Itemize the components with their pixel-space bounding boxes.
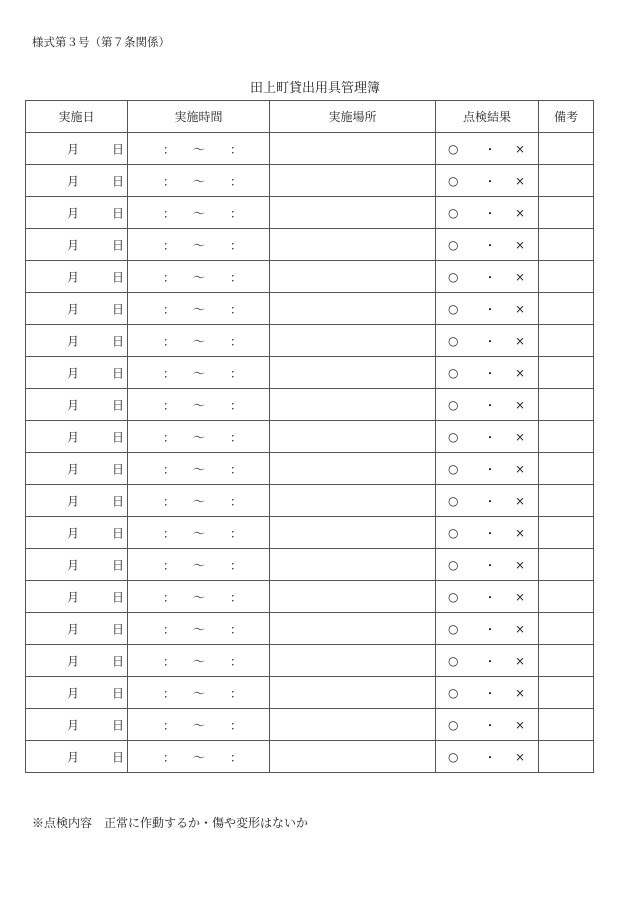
month-label: 月 xyxy=(67,750,80,764)
time-cell[interactable] xyxy=(128,549,270,581)
note-cell[interactable] xyxy=(539,741,594,773)
result-separator: ・ xyxy=(484,526,497,540)
time-cell[interactable] xyxy=(128,197,270,229)
end-time-colon: ： xyxy=(230,334,243,348)
time-cell[interactable] xyxy=(128,421,270,453)
month-label: 月 xyxy=(67,398,80,412)
result-separator: ・ xyxy=(484,622,497,636)
result-separator: ・ xyxy=(484,270,497,284)
table-row xyxy=(26,197,594,229)
time-cell[interactable] xyxy=(128,709,270,741)
month-label: 月 xyxy=(67,718,80,732)
note-cell[interactable] xyxy=(539,357,594,389)
place-cell[interactable] xyxy=(270,581,436,613)
time-range-tilde: 〜 xyxy=(193,590,206,604)
table-row xyxy=(26,357,594,389)
end-time-colon: ： xyxy=(230,462,243,476)
day-label: 日 xyxy=(112,462,125,476)
result-ok-mark[interactable]: ○ xyxy=(448,685,459,700)
result-ok-mark[interactable]: ○ xyxy=(448,653,459,668)
date-cell[interactable] xyxy=(26,485,128,517)
table-row xyxy=(26,165,594,197)
date-cell[interactable] xyxy=(26,741,128,773)
result-cell[interactable] xyxy=(436,709,539,741)
date-cell[interactable] xyxy=(26,549,128,581)
result-cell[interactable] xyxy=(436,421,539,453)
result-cell[interactable] xyxy=(436,613,539,645)
day-label: 日 xyxy=(112,590,125,604)
start-time-colon: ： xyxy=(163,366,176,380)
note-cell[interactable] xyxy=(539,197,594,229)
result-cell[interactable] xyxy=(436,581,539,613)
month-label: 月 xyxy=(67,238,80,252)
day-label: 日 xyxy=(112,206,125,220)
end-time-colon: ： xyxy=(230,558,243,572)
result-separator: ・ xyxy=(484,334,497,348)
result-ok-mark[interactable]: ○ xyxy=(448,397,459,412)
result-separator: ・ xyxy=(484,718,497,732)
result-cell[interactable] xyxy=(436,741,539,773)
end-time-colon: ： xyxy=(230,302,243,316)
note-cell[interactable] xyxy=(539,613,594,645)
result-ok-mark[interactable]: ○ xyxy=(448,333,459,348)
result-cell[interactable] xyxy=(436,549,539,581)
result-separator: ・ xyxy=(484,654,497,668)
month-label: 月 xyxy=(67,302,80,316)
date-cell[interactable] xyxy=(26,229,128,261)
time-cell[interactable] xyxy=(128,581,270,613)
table-row xyxy=(26,133,594,165)
result-ok-mark[interactable]: ○ xyxy=(448,269,459,284)
result-cell[interactable] xyxy=(436,133,539,165)
table-row xyxy=(26,517,594,549)
result-separator: ・ xyxy=(484,206,497,220)
result-cell[interactable] xyxy=(436,389,539,421)
table-body xyxy=(26,133,594,773)
result-ng-mark[interactable]: × xyxy=(515,173,526,188)
day-label: 日 xyxy=(112,494,125,508)
result-separator: ・ xyxy=(484,430,497,444)
time-cell[interactable] xyxy=(128,165,270,197)
result-cell[interactable] xyxy=(436,293,539,325)
result-cell[interactable] xyxy=(436,165,539,197)
table-row xyxy=(26,581,594,613)
note-cell[interactable] xyxy=(539,549,594,581)
time-cell[interactable] xyxy=(128,613,270,645)
time-cell[interactable] xyxy=(128,517,270,549)
result-cell[interactable] xyxy=(436,261,539,293)
start-time-colon: ： xyxy=(163,174,176,188)
time-range-tilde: 〜 xyxy=(193,654,206,668)
result-separator: ・ xyxy=(484,750,497,764)
start-time-colon: ： xyxy=(163,142,176,156)
result-ng-mark[interactable]: × xyxy=(515,525,526,540)
time-cell[interactable] xyxy=(128,677,270,709)
result-ok-mark[interactable]: ○ xyxy=(448,621,459,636)
time-range-tilde: 〜 xyxy=(193,494,206,508)
month-label: 月 xyxy=(67,270,80,284)
result-ok-mark[interactable]: ○ xyxy=(448,749,459,764)
time-range-tilde: 〜 xyxy=(193,302,206,316)
result-ok-mark[interactable]: ○ xyxy=(448,301,459,316)
result-ng-mark[interactable]: × xyxy=(515,333,526,348)
note-cell[interactable] xyxy=(539,325,594,357)
date-cell[interactable] xyxy=(26,453,128,485)
day-label: 日 xyxy=(112,686,125,700)
time-cell[interactable] xyxy=(128,261,270,293)
document-title: 田上町貸出用具管理簿 xyxy=(249,81,380,96)
time-range-tilde: 〜 xyxy=(193,750,206,764)
result-cell[interactable] xyxy=(436,517,539,549)
result-ok-mark[interactable]: ○ xyxy=(448,429,459,444)
result-separator: ・ xyxy=(484,558,497,572)
month-label: 月 xyxy=(67,334,80,348)
result-separator: ・ xyxy=(484,302,497,316)
day-label: 日 xyxy=(112,430,125,444)
time-range-tilde: 〜 xyxy=(193,206,206,220)
place-cell[interactable] xyxy=(270,325,436,357)
end-time-colon: ： xyxy=(230,430,243,444)
time-range-tilde: 〜 xyxy=(193,430,206,444)
day-label: 日 xyxy=(112,302,125,316)
day-label: 日 xyxy=(112,750,125,764)
place-cell[interactable] xyxy=(270,421,436,453)
date-cell[interactable] xyxy=(26,197,128,229)
result-ng-mark[interactable]: × xyxy=(515,685,526,700)
time-cell[interactable] xyxy=(128,453,270,485)
end-time-colon: ： xyxy=(230,526,243,540)
time-cell[interactable] xyxy=(128,485,270,517)
start-time-colon: ： xyxy=(163,302,176,316)
start-time-colon: ： xyxy=(163,494,176,508)
table-row xyxy=(26,709,594,741)
date-cell[interactable] xyxy=(26,421,128,453)
table-row xyxy=(26,549,594,581)
table-row xyxy=(26,261,594,293)
header-result: 点検結果 xyxy=(436,101,539,133)
start-time-colon: ： xyxy=(163,558,176,572)
result-separator: ・ xyxy=(484,590,497,604)
place-cell[interactable] xyxy=(270,485,436,517)
table-row xyxy=(26,389,594,421)
time-range-tilde: 〜 xyxy=(193,142,206,156)
start-time-colon: ： xyxy=(163,334,176,348)
note-cell[interactable] xyxy=(539,517,594,549)
date-cell[interactable] xyxy=(26,389,128,421)
date-cell[interactable] xyxy=(26,517,128,549)
place-cell[interactable] xyxy=(270,677,436,709)
time-range-tilde: 〜 xyxy=(193,526,206,540)
time-cell[interactable] xyxy=(128,229,270,261)
start-time-colon: ： xyxy=(163,590,176,604)
result-ok-mark[interactable]: ○ xyxy=(448,205,459,220)
place-cell[interactable] xyxy=(270,613,436,645)
place-cell[interactable] xyxy=(270,389,436,421)
place-cell[interactable] xyxy=(270,133,436,165)
time-range-tilde: 〜 xyxy=(193,238,206,252)
result-ng-mark[interactable]: × xyxy=(515,621,526,636)
table-row xyxy=(26,485,594,517)
date-cell[interactable] xyxy=(26,677,128,709)
result-ng-mark[interactable]: × xyxy=(515,301,526,316)
date-cell[interactable] xyxy=(26,133,128,165)
place-cell[interactable] xyxy=(270,165,436,197)
month-label: 月 xyxy=(67,430,80,444)
time-range-tilde: 〜 xyxy=(193,718,206,732)
result-cell[interactable] xyxy=(436,229,539,261)
result-cell[interactable] xyxy=(436,197,539,229)
table-row xyxy=(26,677,594,709)
end-time-colon: ： xyxy=(230,174,243,188)
note-cell[interactable] xyxy=(539,485,594,517)
end-time-colon: ： xyxy=(230,238,243,252)
footnote: ※点検内容 正常に作動するか・傷や変形はないか xyxy=(32,816,309,830)
start-time-colon: ： xyxy=(163,238,176,252)
time-range-tilde: 〜 xyxy=(193,686,206,700)
place-cell[interactable] xyxy=(270,197,436,229)
time-range-tilde: 〜 xyxy=(193,270,206,284)
place-cell[interactable] xyxy=(270,261,436,293)
date-cell[interactable] xyxy=(26,581,128,613)
header-date: 実施日 xyxy=(26,101,128,133)
result-ok-mark[interactable]: ○ xyxy=(448,365,459,380)
result-ng-mark[interactable]: × xyxy=(515,653,526,668)
header-place: 実施場所 xyxy=(270,101,436,133)
date-cell[interactable] xyxy=(26,165,128,197)
end-time-colon: ： xyxy=(230,622,243,636)
result-ok-mark[interactable]: ○ xyxy=(448,589,459,604)
end-time-colon: ： xyxy=(230,494,243,508)
note-cell[interactable] xyxy=(539,581,594,613)
place-cell[interactable] xyxy=(270,357,436,389)
month-label: 月 xyxy=(67,526,80,540)
result-ok-mark[interactable]: ○ xyxy=(448,525,459,540)
note-cell[interactable] xyxy=(539,229,594,261)
management-log-table xyxy=(25,100,594,773)
result-cell[interactable] xyxy=(436,325,539,357)
result-ng-mark[interactable]: × xyxy=(515,749,526,764)
time-range-tilde: 〜 xyxy=(193,462,206,476)
result-cell[interactable] xyxy=(436,357,539,389)
start-time-colon: ： xyxy=(163,206,176,220)
start-time-colon: ： xyxy=(163,270,176,284)
month-label: 月 xyxy=(67,622,80,636)
day-label: 日 xyxy=(112,334,125,348)
table-row xyxy=(26,421,594,453)
note-cell[interactable] xyxy=(539,677,594,709)
result-ng-mark[interactable]: × xyxy=(515,557,526,572)
month-label: 月 xyxy=(67,366,80,380)
result-cell[interactable] xyxy=(436,485,539,517)
result-cell[interactable] xyxy=(436,645,539,677)
end-time-colon: ： xyxy=(230,686,243,700)
place-cell[interactable] xyxy=(270,453,436,485)
result-ok-mark[interactable]: ○ xyxy=(448,493,459,508)
day-label: 日 xyxy=(112,366,125,380)
result-ng-mark[interactable]: × xyxy=(515,269,526,284)
result-ng-mark[interactable]: × xyxy=(515,461,526,476)
header-note: 備考 xyxy=(539,101,594,133)
start-time-colon: ： xyxy=(163,718,176,732)
time-cell[interactable] xyxy=(128,389,270,421)
end-time-colon: ： xyxy=(230,142,243,156)
place-cell[interactable] xyxy=(270,741,436,773)
end-time-colon: ： xyxy=(230,718,243,732)
note-cell[interactable] xyxy=(539,389,594,421)
day-label: 日 xyxy=(112,622,125,636)
table-row xyxy=(26,325,594,357)
result-ok-mark[interactable]: ○ xyxy=(448,461,459,476)
time-cell[interactable] xyxy=(128,357,270,389)
place-cell[interactable] xyxy=(270,709,436,741)
note-cell[interactable] xyxy=(539,133,594,165)
day-label: 日 xyxy=(112,174,125,188)
result-separator: ・ xyxy=(484,174,497,188)
day-label: 日 xyxy=(112,558,125,572)
result-ok-mark[interactable]: ○ xyxy=(448,173,459,188)
day-label: 日 xyxy=(112,270,125,284)
end-time-colon: ： xyxy=(230,270,243,284)
table-row xyxy=(26,453,594,485)
result-ng-mark[interactable]: × xyxy=(515,141,526,156)
place-cell[interactable] xyxy=(270,645,436,677)
result-separator: ・ xyxy=(484,366,497,380)
time-range-tilde: 〜 xyxy=(193,366,206,380)
start-time-colon: ： xyxy=(163,398,176,412)
result-ng-mark[interactable]: × xyxy=(515,717,526,732)
place-cell[interactable] xyxy=(270,293,436,325)
month-label: 月 xyxy=(67,558,80,572)
place-cell[interactable] xyxy=(270,549,436,581)
note-cell[interactable] xyxy=(539,293,594,325)
time-cell[interactable] xyxy=(128,293,270,325)
result-separator: ・ xyxy=(484,142,497,156)
place-cell[interactable] xyxy=(270,229,436,261)
month-label: 月 xyxy=(67,142,80,156)
result-ok-mark[interactable]: ○ xyxy=(448,717,459,732)
start-time-colon: ： xyxy=(163,686,176,700)
result-ng-mark[interactable]: × xyxy=(515,589,526,604)
month-label: 月 xyxy=(67,654,80,668)
day-label: 日 xyxy=(112,718,125,732)
result-ok-mark[interactable]: ○ xyxy=(448,141,459,156)
day-label: 日 xyxy=(112,526,125,540)
table-row xyxy=(26,645,594,677)
month-label: 月 xyxy=(67,686,80,700)
form-number: 様式第３号（第７条関係） xyxy=(32,35,170,49)
date-cell[interactable] xyxy=(26,613,128,645)
result-ng-mark[interactable]: × xyxy=(515,365,526,380)
date-cell[interactable] xyxy=(26,261,128,293)
result-ng-mark[interactable]: × xyxy=(515,397,526,412)
note-cell[interactable] xyxy=(539,645,594,677)
note-cell[interactable] xyxy=(539,421,594,453)
day-label: 日 xyxy=(112,398,125,412)
table-row xyxy=(26,741,594,773)
month-label: 月 xyxy=(67,494,80,508)
time-cell[interactable] xyxy=(128,645,270,677)
table-header-row xyxy=(26,101,594,133)
start-time-colon: ： xyxy=(163,430,176,444)
note-cell[interactable] xyxy=(539,261,594,293)
time-range-tilde: 〜 xyxy=(193,174,206,188)
date-cell[interactable] xyxy=(26,645,128,677)
month-label: 月 xyxy=(67,206,80,220)
end-time-colon: ： xyxy=(230,654,243,668)
result-separator: ・ xyxy=(484,494,497,508)
end-time-colon: ： xyxy=(230,398,243,412)
result-separator: ・ xyxy=(484,238,497,252)
place-cell[interactable] xyxy=(270,517,436,549)
day-label: 日 xyxy=(112,142,125,156)
result-separator: ・ xyxy=(484,462,497,476)
date-cell[interactable] xyxy=(26,357,128,389)
table-row xyxy=(26,229,594,261)
time-range-tilde: 〜 xyxy=(193,398,206,412)
time-range-tilde: 〜 xyxy=(193,622,206,636)
result-ng-mark[interactable]: × xyxy=(515,493,526,508)
start-time-colon: ： xyxy=(163,526,176,540)
time-cell[interactable] xyxy=(128,741,270,773)
time-cell[interactable] xyxy=(128,325,270,357)
end-time-colon: ： xyxy=(230,750,243,764)
result-cell[interactable] xyxy=(436,453,539,485)
start-time-colon: ： xyxy=(163,654,176,668)
end-time-colon: ： xyxy=(230,590,243,604)
day-label: 日 xyxy=(112,654,125,668)
note-cell[interactable] xyxy=(539,165,594,197)
result-separator: ・ xyxy=(484,686,497,700)
start-time-colon: ： xyxy=(163,622,176,636)
month-label: 月 xyxy=(67,462,80,476)
result-separator: ・ xyxy=(484,398,497,412)
start-time-colon: ： xyxy=(163,462,176,476)
date-cell[interactable] xyxy=(26,709,128,741)
time-range-tilde: 〜 xyxy=(193,558,206,572)
table-row xyxy=(26,613,594,645)
header-time: 実施時間 xyxy=(128,101,270,133)
note-cell[interactable] xyxy=(539,709,594,741)
day-label: 日 xyxy=(112,238,125,252)
start-time-colon: ： xyxy=(163,750,176,764)
date-cell[interactable] xyxy=(26,325,128,357)
month-label: 月 xyxy=(67,174,80,188)
note-cell[interactable] xyxy=(539,453,594,485)
end-time-colon: ： xyxy=(230,206,243,220)
end-time-colon: ： xyxy=(230,366,243,380)
result-ng-mark[interactable]: × xyxy=(515,429,526,444)
result-ok-mark[interactable]: ○ xyxy=(448,237,459,252)
result-ok-mark[interactable]: ○ xyxy=(448,557,459,572)
table-row xyxy=(26,293,594,325)
month-label: 月 xyxy=(67,590,80,604)
time-cell[interactable] xyxy=(128,133,270,165)
time-range-tilde: 〜 xyxy=(193,334,206,348)
result-ng-mark[interactable]: × xyxy=(515,205,526,220)
result-ng-mark[interactable]: × xyxy=(515,237,526,252)
result-cell[interactable] xyxy=(436,677,539,709)
date-cell[interactable] xyxy=(26,293,128,325)
